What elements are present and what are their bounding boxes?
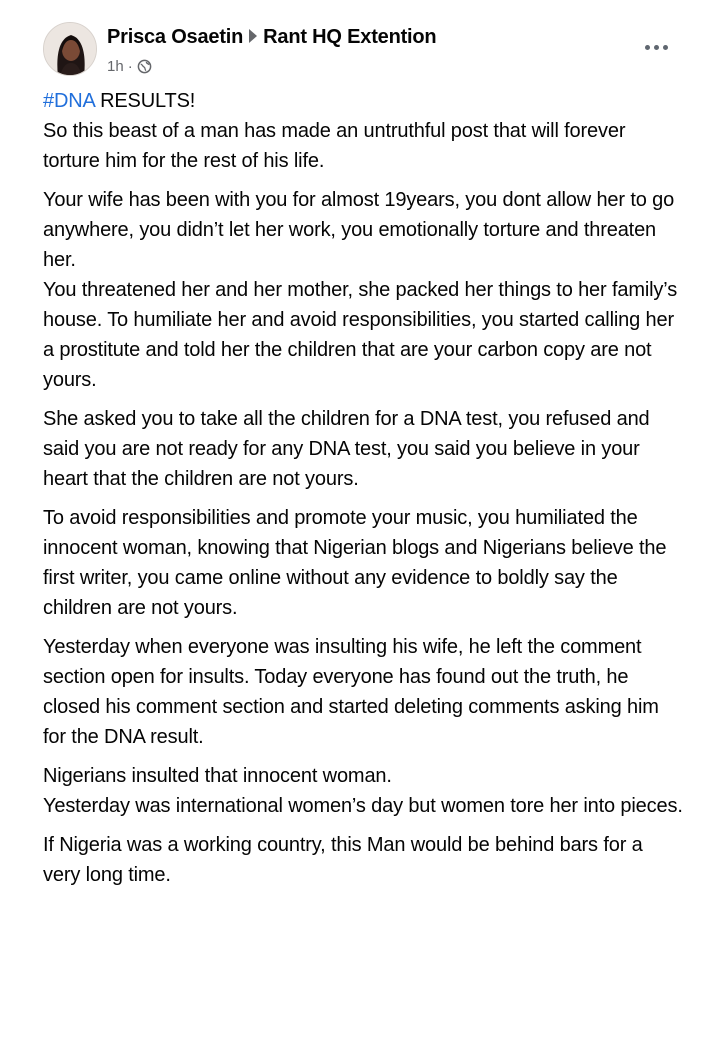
paragraph-line: Nigerians insulted that innocent woman. (43, 765, 392, 787)
paragraph-line: If Nigeria was a working country, this Man would be behind bars for a very long time. (43, 834, 643, 886)
paragraph-line: You threatened her and her mother, she packed her things to her family’s house. To humiliate her and avoid responsibilities, you started calling her a prostitute and told her the children that are your carbon copy are not yours. (43, 279, 678, 391)
post-header (43, 18, 720, 86)
avatar-photo-icon (44, 23, 97, 76)
paragraph-line: Your wife has been with you for almost 19years, you dont allow her to go anywhere, you didn’t let her work, you emotionally torture and threaten her. (43, 189, 675, 271)
globe-icon[interactable] (137, 59, 152, 74)
group-name[interactable]: Rant HQ Extention (263, 26, 437, 48)
post-paragraph-2 (43, 404, 683, 494)
more-options-button[interactable] (640, 36, 672, 58)
post-text (43, 86, 683, 890)
meta-separator: · (127, 58, 133, 75)
caret-right-icon (249, 29, 257, 43)
author-name[interactable]: Prisca Osaetin (107, 26, 244, 48)
hashtag-link[interactable]: #DNA (43, 90, 95, 112)
paragraph-line: Yesterday was international women’s day but women tore her into pieces. (43, 795, 683, 817)
paragraph-line: So this beast of a man has made an untruthful post that will forever torture him for the rest of his life. (43, 120, 626, 172)
post-paragraph-1 (43, 185, 683, 395)
paragraph-line: Yesterday when everyone was insulting his wife, he left the comment section open for insults. Today everyone has found out the truth, he closed his comment section and started deleting comments asking him for the DNA result. (43, 636, 659, 748)
headline-text: RESULTS! (94, 90, 196, 112)
author-avatar[interactable] (43, 22, 97, 76)
post-timestamp[interactable]: 1h (107, 58, 124, 75)
paragraph-line: To avoid responsibilities and promote your music, you humiliated the innocent woman, knowing that Nigerian blogs and Nigerians believe the first writer, you came online without any evidence to boldly say the children are not yours. (43, 507, 667, 619)
post-paragraph-4 (43, 632, 683, 752)
post-paragraph-5 (43, 761, 683, 821)
more-horizontal-icon-dot (645, 45, 650, 50)
post-paragraph-3 (43, 503, 683, 623)
more-horizontal-icon-dot (663, 45, 668, 50)
paragraph-line: She asked you to take all the children for a DNA test, you refused and said you are not ready for any DNA test, you said you believe in your heart that the children are not yours. (43, 408, 650, 490)
post-paragraph-6 (43, 830, 683, 890)
post-paragraph-0 (43, 86, 683, 176)
more-horizontal-icon-dot (654, 45, 659, 50)
author-line (107, 26, 436, 49)
post-meta (107, 58, 152, 75)
